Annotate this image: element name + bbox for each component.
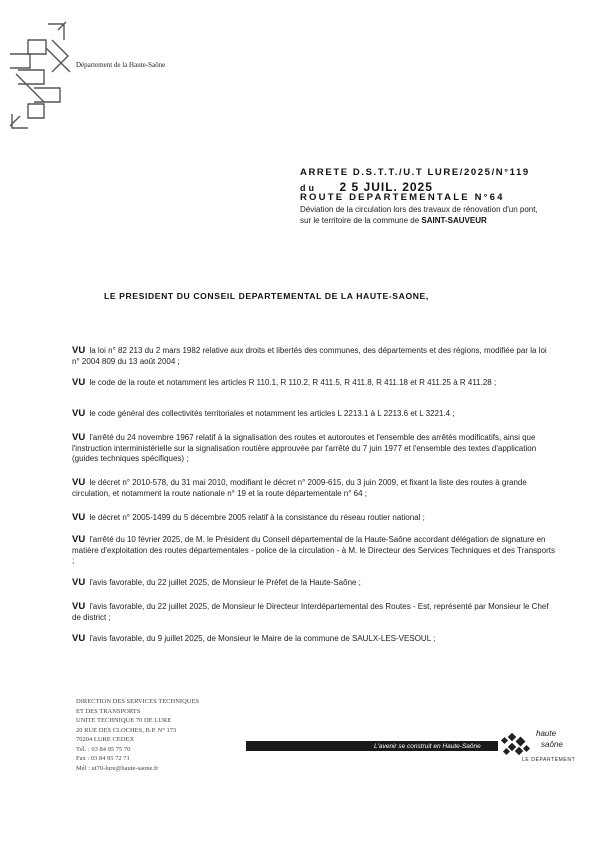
vu-text: le décret n° 2010-578, du 31 mai 2010, modifiant le décret n° 2009-615, du 3 juin 2009, et fixant la liste des routes à grande circulation, et notamment la route nationale n° 19 et la route départementale n° 64 ; — [72, 478, 527, 498]
vu-text: le décret n° 2005-1499 du 5 décembre 2005 relatif à la consistance du réseau routier national ; — [89, 513, 425, 522]
vu-clause — [72, 378, 555, 389]
brand-haute: haute — [536, 729, 557, 738]
footer-address — [76, 697, 199, 773]
vu-clause — [72, 433, 555, 465]
vu-clause — [72, 535, 555, 567]
vu-keyword: VU — [72, 432, 86, 443]
decree-subject — [300, 205, 550, 226]
vu-keyword: VU — [72, 377, 86, 388]
route-title: ROUTE DEPARTEMENTALE N°64 — [300, 192, 505, 203]
brand-saone: saône — [541, 740, 563, 749]
address-line: Mél : ut70-lure@haute-saone.fr — [76, 764, 159, 772]
address-line: 70204 LURE CEDEX — [76, 736, 135, 743]
vu-keyword: VU — [72, 577, 86, 588]
vu-keyword: VU — [72, 512, 86, 523]
footer-slogan: L'avenir se construit en Haute-Saône — [374, 743, 481, 750]
address-line: ET DES TRANSPORTS — [76, 707, 141, 715]
department-logo — [8, 18, 72, 130]
vu-text: le code de la route et notamment les articles R 110.1, R 110.2, R 411.5, R 411.8, R 411.18 et R 411.25 à R 411.28 ; — [89, 378, 497, 387]
address-line: Fax : 03 84 95 72 71 — [76, 755, 130, 762]
decree-reference: ARRETE D.S.T.T./U.T LURE/2025/N°119 — [300, 167, 530, 178]
vu-text: l'avis favorable, du 22 juillet 2025, de Monsieur le Préfet de la Haute-Saône ; — [89, 578, 361, 587]
vu-clause — [72, 409, 555, 420]
vu-keyword: VU — [72, 601, 86, 612]
vu-clause — [72, 513, 555, 524]
vu-text: la loi n° 82 213 du 2 mars 1982 relative aux droits et libertés des communes, des départements et des régions, modifiée par la loi n° 2004 809 du 13 août 2004 ; — [72, 346, 547, 366]
vu-clause — [72, 346, 555, 367]
vu-clause — [72, 478, 555, 499]
vu-keyword: VU — [72, 408, 86, 419]
subject-text: Déviation de la circulation lors des travaux de rénovation d'un pont, sur le territoire de la commune de — [300, 205, 538, 225]
address-line: DIRECTION DES SERVICES TECHNIQUES — [76, 698, 200, 705]
vu-keyword: VU — [72, 633, 86, 644]
vu-text: l'arrêté du 10 février 2025, de M. le Président du Conseil départemental de la Haute-Saône accordant délégation de signature en matière d'exploitation des routes départementales - police de la circulation - à M. le Directeur des Services Techniques et des Transports ; — [72, 535, 555, 566]
vu-clause — [72, 578, 555, 589]
address-line: UNITE TECHNIQUE 70 DE LURE — [76, 717, 172, 724]
vu-clause — [72, 634, 555, 645]
vu-text: le code général des collectivités territoriales et notamment les articles L 2213.1 à L 2213.6 et L 3221.4 ; — [89, 409, 455, 418]
address-line: Tél. : 03 84 95 75 70 — [76, 745, 131, 753]
subject-commune: SAINT-SAUVEUR — [421, 215, 487, 225]
date-stamp: 2 5 JUIL. 2025 — [339, 180, 433, 194]
vu-clause — [72, 602, 555, 623]
vu-keyword: VU — [72, 534, 86, 545]
vu-text: l'avis favorable, du 22 juillet 2025, de Monsieur le Directeur Interdépartemental des Routes - Est, représenté par Monsieur le Chef de district ; — [72, 602, 549, 622]
vu-text: l'avis favorable, du 9 juillet 2025, de Monsieur le Maire de la commune de SAULX-LES-VESOUL ; — [89, 634, 436, 643]
date-prefix: du — [300, 183, 317, 193]
vu-keyword: VU — [72, 345, 86, 356]
address-line: 20 RUE DES CLOCHES, B.P. N° 173 — [76, 726, 177, 734]
vu-keyword: VU — [72, 477, 86, 488]
president-title: LE PRESIDENT DU CONSEIL DEPARTEMENTAL DE LA HAUTE-SAONE, — [104, 291, 429, 301]
department-name: Département de la Haute-Saône — [76, 61, 166, 69]
vu-text: l'arrêté du 24 novembre 1967 relatif à la signalisation des routes et autoroutes et l'ensemble des arrêtés modificatifs, ainsi que l'instruction interministérielle sur la signalisation routière approuvée par l'arrêté du 7 juin 1977 et l'ensemble des textes d'application (guides techniques spécifiques) ; — [72, 433, 537, 464]
brand-department: LE DÉPARTEMENT — [522, 757, 576, 763]
